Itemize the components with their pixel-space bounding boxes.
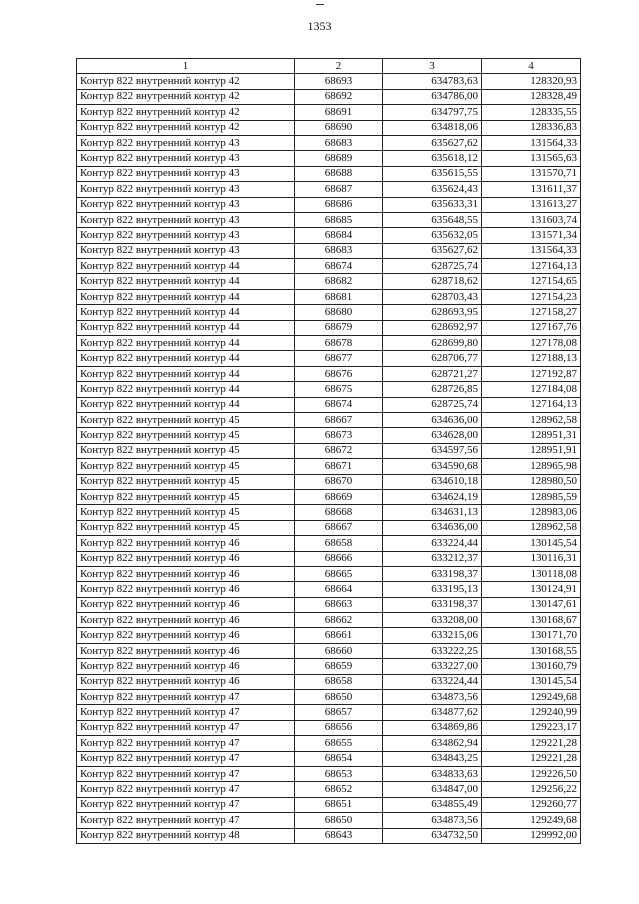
point-id-cell: 68668 [295,505,383,520]
table-row [77,197,581,212]
y-coordinate-cell: 128965,98 [482,459,581,474]
x-coordinate-cell: 628718,62 [383,274,482,289]
table-row [77,813,581,828]
x-coordinate-cell: 628703,43 [383,289,482,304]
column-header-1: 1 [77,59,295,74]
table-row [77,720,581,735]
point-id-cell: 68654 [295,751,383,766]
point-id-cell: 68650 [295,813,383,828]
contour-name-cell: Контур 822 внутренний контур 44 [77,305,295,320]
y-coordinate-cell: 130160,79 [482,659,581,674]
point-id-cell: 68656 [295,720,383,735]
table-row [77,597,581,612]
y-coordinate-cell: 130147,61 [482,597,581,612]
point-id-cell: 68676 [295,366,383,381]
x-coordinate-cell: 634855,49 [383,797,482,812]
point-id-cell: 68658 [295,536,383,551]
table-row [77,320,581,335]
x-coordinate-cell: 628693,95 [383,305,482,320]
point-id-cell: 68685 [295,212,383,227]
y-coordinate-cell: 129992,00 [482,828,581,843]
contour-name-cell: Контур 822 внутренний контур 45 [77,489,295,504]
y-coordinate-cell: 129260,77 [482,797,581,812]
point-id-cell: 68682 [295,274,383,289]
point-id-cell: 68658 [295,674,383,689]
contour-name-cell: Контур 822 внутренний контур 43 [77,166,295,181]
column-header-2: 2 [295,59,383,74]
table-row [77,489,581,504]
x-coordinate-cell: 634636,00 [383,412,482,427]
x-coordinate-cell: 633224,44 [383,536,482,551]
x-coordinate-cell: 634873,56 [383,813,482,828]
x-coordinate-cell: 634877,62 [383,705,482,720]
y-coordinate-cell: 130171,70 [482,628,581,643]
y-coordinate-cell: 130168,67 [482,613,581,628]
contour-name-cell: Контур 822 внутренний контур 43 [77,228,295,243]
y-coordinate-cell: 127192,87 [482,366,581,381]
table-row [77,89,581,104]
y-coordinate-cell: 131565,63 [482,151,581,166]
table-row [77,613,581,628]
point-id-cell: 68667 [295,412,383,427]
point-id-cell: 68664 [295,582,383,597]
x-coordinate-cell: 635648,55 [383,212,482,227]
y-coordinate-cell: 128336,83 [482,120,581,135]
point-id-cell: 68687 [295,182,383,197]
table-row [77,766,581,781]
table-row [77,705,581,720]
x-coordinate-cell: 628725,74 [383,397,482,412]
table-row [77,274,581,289]
table-row [77,397,581,412]
point-id-cell: 68670 [295,474,383,489]
point-id-cell: 68677 [295,351,383,366]
y-coordinate-cell: 129249,68 [482,690,581,705]
contour-name-cell: Контур 822 внутренний контур 44 [77,382,295,397]
table-row [77,412,581,427]
y-coordinate-cell: 127167,76 [482,320,581,335]
point-id-cell: 68665 [295,566,383,581]
x-coordinate-cell: 634636,00 [383,520,482,535]
x-coordinate-cell: 635627,62 [383,243,482,258]
y-coordinate-cell: 127164,13 [482,397,581,412]
y-coordinate-cell: 128985,59 [482,489,581,504]
point-id-cell: 68678 [295,336,383,351]
x-coordinate-cell: 634818,06 [383,120,482,135]
y-coordinate-cell: 130168,55 [482,643,581,658]
x-coordinate-cell: 635633,31 [383,197,482,212]
y-coordinate-cell: 127164,13 [482,259,581,274]
point-id-cell: 68691 [295,105,383,120]
y-coordinate-cell: 128335,55 [482,105,581,120]
point-id-cell: 68688 [295,166,383,181]
point-id-cell: 68672 [295,443,383,458]
table-row [77,566,581,581]
y-coordinate-cell: 128320,93 [482,74,581,89]
x-coordinate-cell: 634610,18 [383,474,482,489]
point-id-cell: 68683 [295,243,383,258]
contour-name-cell: Контур 822 внутренний контур 45 [77,443,295,458]
table-row [77,782,581,797]
x-coordinate-cell: 634869,86 [383,720,482,735]
x-coordinate-cell: 633208,00 [383,613,482,628]
y-coordinate-cell: 128951,31 [482,428,581,443]
x-coordinate-cell: 634597,56 [383,443,482,458]
point-id-cell: 68690 [295,120,383,135]
point-id-cell: 68686 [295,197,383,212]
x-coordinate-cell: 634786,00 [383,89,482,104]
contour-name-cell: Контур 822 внутренний контур 46 [77,628,295,643]
contour-name-cell: Контур 822 внутренний контур 46 [77,551,295,566]
x-coordinate-cell: 634847,00 [383,782,482,797]
contour-name-cell: Контур 822 внутренний контур 47 [77,690,295,705]
table-row [77,74,581,89]
y-coordinate-cell: 127188,13 [482,351,581,366]
contour-name-cell: Контур 822 внутренний контур 43 [77,243,295,258]
contour-name-cell: Контур 822 внутренний контур 44 [77,259,295,274]
table-row [77,736,581,751]
point-id-cell: 68679 [295,320,383,335]
contour-name-cell: Контур 822 внутренний контур 46 [77,582,295,597]
contour-name-cell: Контур 822 внутренний контур 47 [77,797,295,812]
y-coordinate-cell: 129221,28 [482,751,581,766]
x-coordinate-cell: 635632,05 [383,228,482,243]
table-row [77,628,581,643]
table-row [77,674,581,689]
table-row [77,336,581,351]
point-id-cell: 68683 [295,135,383,150]
point-id-cell: 68652 [295,782,383,797]
x-coordinate-cell: 634631,13 [383,505,482,520]
contour-name-cell: Контур 822 внутренний контур 43 [77,151,295,166]
table-row [77,643,581,658]
point-id-cell: 68663 [295,597,383,612]
x-coordinate-cell: 628692,97 [383,320,482,335]
contour-name-cell: Контур 822 внутренний контур 47 [77,720,295,735]
contour-name-cell: Контур 822 внутренний контур 47 [77,751,295,766]
x-coordinate-cell: 628726,85 [383,382,482,397]
point-id-cell: 68674 [295,397,383,412]
y-coordinate-cell: 127158,27 [482,305,581,320]
x-coordinate-cell: 634624,19 [383,489,482,504]
table-row [77,243,581,258]
x-coordinate-cell: 634628,00 [383,428,482,443]
contour-name-cell: Контур 822 внутренний контур 43 [77,135,295,150]
x-coordinate-cell: 633198,37 [383,597,482,612]
y-coordinate-cell: 130145,54 [482,536,581,551]
table-row [77,228,581,243]
x-coordinate-cell: 628706,77 [383,351,482,366]
x-coordinate-cell: 634873,56 [383,690,482,705]
point-id-cell: 68693 [295,74,383,89]
contour-name-cell: Контур 822 внутренний контур 44 [77,289,295,304]
y-coordinate-cell: 129256,22 [482,782,581,797]
point-id-cell: 68655 [295,736,383,751]
point-id-cell: 68650 [295,690,383,705]
table-row [77,382,581,397]
y-coordinate-cell: 128328,49 [482,89,581,104]
table-row [77,259,581,274]
point-id-cell: 68689 [295,151,383,166]
x-coordinate-cell: 633198,37 [383,566,482,581]
x-coordinate-cell: 633195,13 [383,582,482,597]
x-coordinate-cell: 633215,06 [383,628,482,643]
contour-name-cell: Контур 822 внутренний контур 47 [77,736,295,751]
y-coordinate-cell: 128962,58 [482,520,581,535]
y-coordinate-cell: 129226,50 [482,766,581,781]
table-body [77,74,581,844]
y-coordinate-cell: 130116,31 [482,551,581,566]
contour-name-cell: Контур 822 внутренний контур 46 [77,613,295,628]
contour-name-cell: Контур 822 внутренний контур 46 [77,659,295,674]
table-row [77,212,581,227]
x-coordinate-cell: 635624,43 [383,182,482,197]
y-coordinate-cell: 131570,71 [482,166,581,181]
column-header-3: 3 [383,59,482,74]
y-coordinate-cell: 127154,23 [482,289,581,304]
y-coordinate-cell: 129249,68 [482,813,581,828]
table-row [77,135,581,150]
contour-name-cell: Контур 822 внутренний контур 44 [77,274,295,289]
contour-name-cell: Контур 822 внутренний контур 42 [77,105,295,120]
x-coordinate-cell: 635615,55 [383,166,482,181]
contour-name-cell: Контур 822 внутренний контур 45 [77,459,295,474]
contour-name-cell: Контур 822 внутренний контур 43 [77,197,295,212]
y-coordinate-cell: 129240,99 [482,705,581,720]
point-id-cell: 68681 [295,289,383,304]
contour-name-cell: Контур 822 внутренний контур 42 [77,120,295,135]
page-number: 1353 [307,19,332,33]
table-row [77,366,581,381]
x-coordinate-cell: 628699,80 [383,336,482,351]
y-coordinate-cell: 127154,65 [482,274,581,289]
table-row [77,428,581,443]
table-row [77,351,581,366]
table-row [77,828,581,843]
contour-name-cell: Контур 822 внутренний контур 45 [77,428,295,443]
point-id-cell: 68660 [295,643,383,658]
table-row [77,505,581,520]
point-id-cell: 68662 [295,613,383,628]
x-coordinate-cell: 634833,63 [383,766,482,781]
y-coordinate-cell: 131611,37 [482,182,581,197]
point-id-cell: 68643 [295,828,383,843]
y-coordinate-cell: 131564,33 [482,243,581,258]
contour-name-cell: Контур 822 внутренний контур 46 [77,597,295,612]
point-id-cell: 68692 [295,89,383,104]
x-coordinate-cell: 634862,94 [383,736,482,751]
point-id-cell: 68684 [295,228,383,243]
y-coordinate-cell: 131613,27 [482,197,581,212]
point-id-cell: 68667 [295,520,383,535]
point-id-cell: 68659 [295,659,383,674]
contour-name-cell: Контур 822 внутренний контур 46 [77,536,295,551]
y-coordinate-cell: 127178,08 [482,336,581,351]
x-coordinate-cell: 628721,27 [383,366,482,381]
y-coordinate-cell: 128983,06 [482,505,581,520]
y-coordinate-cell: 128962,58 [482,412,581,427]
contour-name-cell: Контур 822 внутренний контур 44 [77,351,295,366]
point-id-cell: 68669 [295,489,383,504]
x-coordinate-cell: 634783,63 [383,74,482,89]
point-id-cell: 68675 [295,382,383,397]
contour-name-cell: Контур 822 внутренний контур 45 [77,520,295,535]
contour-name-cell: Контур 822 внутренний контур 47 [77,813,295,828]
y-coordinate-cell: 130124,91 [482,582,581,597]
y-coordinate-cell: 127184,08 [482,382,581,397]
y-coordinate-cell: 131603,74 [482,212,581,227]
point-id-cell: 68680 [295,305,383,320]
contour-name-cell: Контур 822 внутренний контур 42 [77,74,295,89]
y-coordinate-cell: 131571,34 [482,228,581,243]
table-row [77,459,581,474]
table-row [77,443,581,458]
x-coordinate-cell: 634797,75 [383,105,482,120]
table-row [77,520,581,535]
contour-name-cell: Контур 822 внутренний контур 46 [77,674,295,689]
table-row [77,536,581,551]
y-coordinate-cell: 129221,28 [482,736,581,751]
contour-name-cell: Контур 822 внутренний контур 47 [77,766,295,781]
contour-name-cell: Контур 822 внутренний контур 43 [77,182,295,197]
x-coordinate-cell: 633227,00 [383,659,482,674]
point-id-cell: 68657 [295,705,383,720]
contour-name-cell: Контур 822 внутренний контур 44 [77,320,295,335]
contour-name-cell: Контур 822 внутренний контур 47 [77,705,295,720]
y-coordinate-cell: 130118,08 [482,566,581,581]
contour-name-cell: Контур 822 внутренний контур 44 [77,366,295,381]
table-row [77,182,581,197]
x-coordinate-cell: 634732,50 [383,828,482,843]
x-coordinate-cell: 634590,68 [383,459,482,474]
point-id-cell: 68653 [295,766,383,781]
x-coordinate-cell: 628725,74 [383,259,482,274]
table-row [77,551,581,566]
contour-name-cell: Контур 822 внутренний контур 43 [77,212,295,227]
contour-name-cell: Контур 822 внутренний контур 46 [77,643,295,658]
table-row [77,474,581,489]
point-id-cell: 68674 [295,259,383,274]
contour-name-cell: Контур 822 внутренний контур 42 [77,89,295,104]
x-coordinate-cell: 634843,25 [383,751,482,766]
x-coordinate-cell: 633222,25 [383,643,482,658]
table-row [77,305,581,320]
contour-name-cell: Контур 822 внутренний контур 46 [77,566,295,581]
point-id-cell: 68651 [295,797,383,812]
y-coordinate-cell: 130145,54 [482,674,581,689]
contour-name-cell: Контур 822 внутренний контур 45 [77,505,295,520]
point-id-cell: 68666 [295,551,383,566]
x-coordinate-cell: 633212,37 [383,551,482,566]
top-dash [316,4,324,5]
x-coordinate-cell: 633224,44 [383,674,482,689]
y-coordinate-cell: 131564,33 [482,135,581,150]
table-row [77,690,581,705]
table-header-row [77,59,581,74]
table-row [77,105,581,120]
y-coordinate-cell: 128951,91 [482,443,581,458]
table-row [77,797,581,812]
table-row [77,151,581,166]
contour-name-cell: Контур 822 внутренний контур 44 [77,336,295,351]
contour-name-cell: Контур 822 внутренний контур 47 [77,782,295,797]
column-header-4: 4 [482,59,581,74]
table-row [77,659,581,674]
x-coordinate-cell: 635627,62 [383,135,482,150]
contour-name-cell: Контур 822 внутренний контур 44 [77,397,295,412]
table-row [77,582,581,597]
point-id-cell: 68671 [295,459,383,474]
table-row [77,166,581,181]
table-row [77,120,581,135]
point-id-cell: 68661 [295,628,383,643]
y-coordinate-cell: 128980,50 [482,474,581,489]
contour-name-cell: Контур 822 внутренний контур 48 [77,828,295,843]
point-id-cell: 68673 [295,428,383,443]
x-coordinate-cell: 635618,12 [383,151,482,166]
table-row [77,289,581,304]
table-row [77,751,581,766]
contour-name-cell: Контур 822 внутренний контур 45 [77,474,295,489]
contour-name-cell: Контур 822 внутренний контур 45 [77,412,295,427]
coordinates-table [76,58,581,844]
y-coordinate-cell: 129223,17 [482,720,581,735]
